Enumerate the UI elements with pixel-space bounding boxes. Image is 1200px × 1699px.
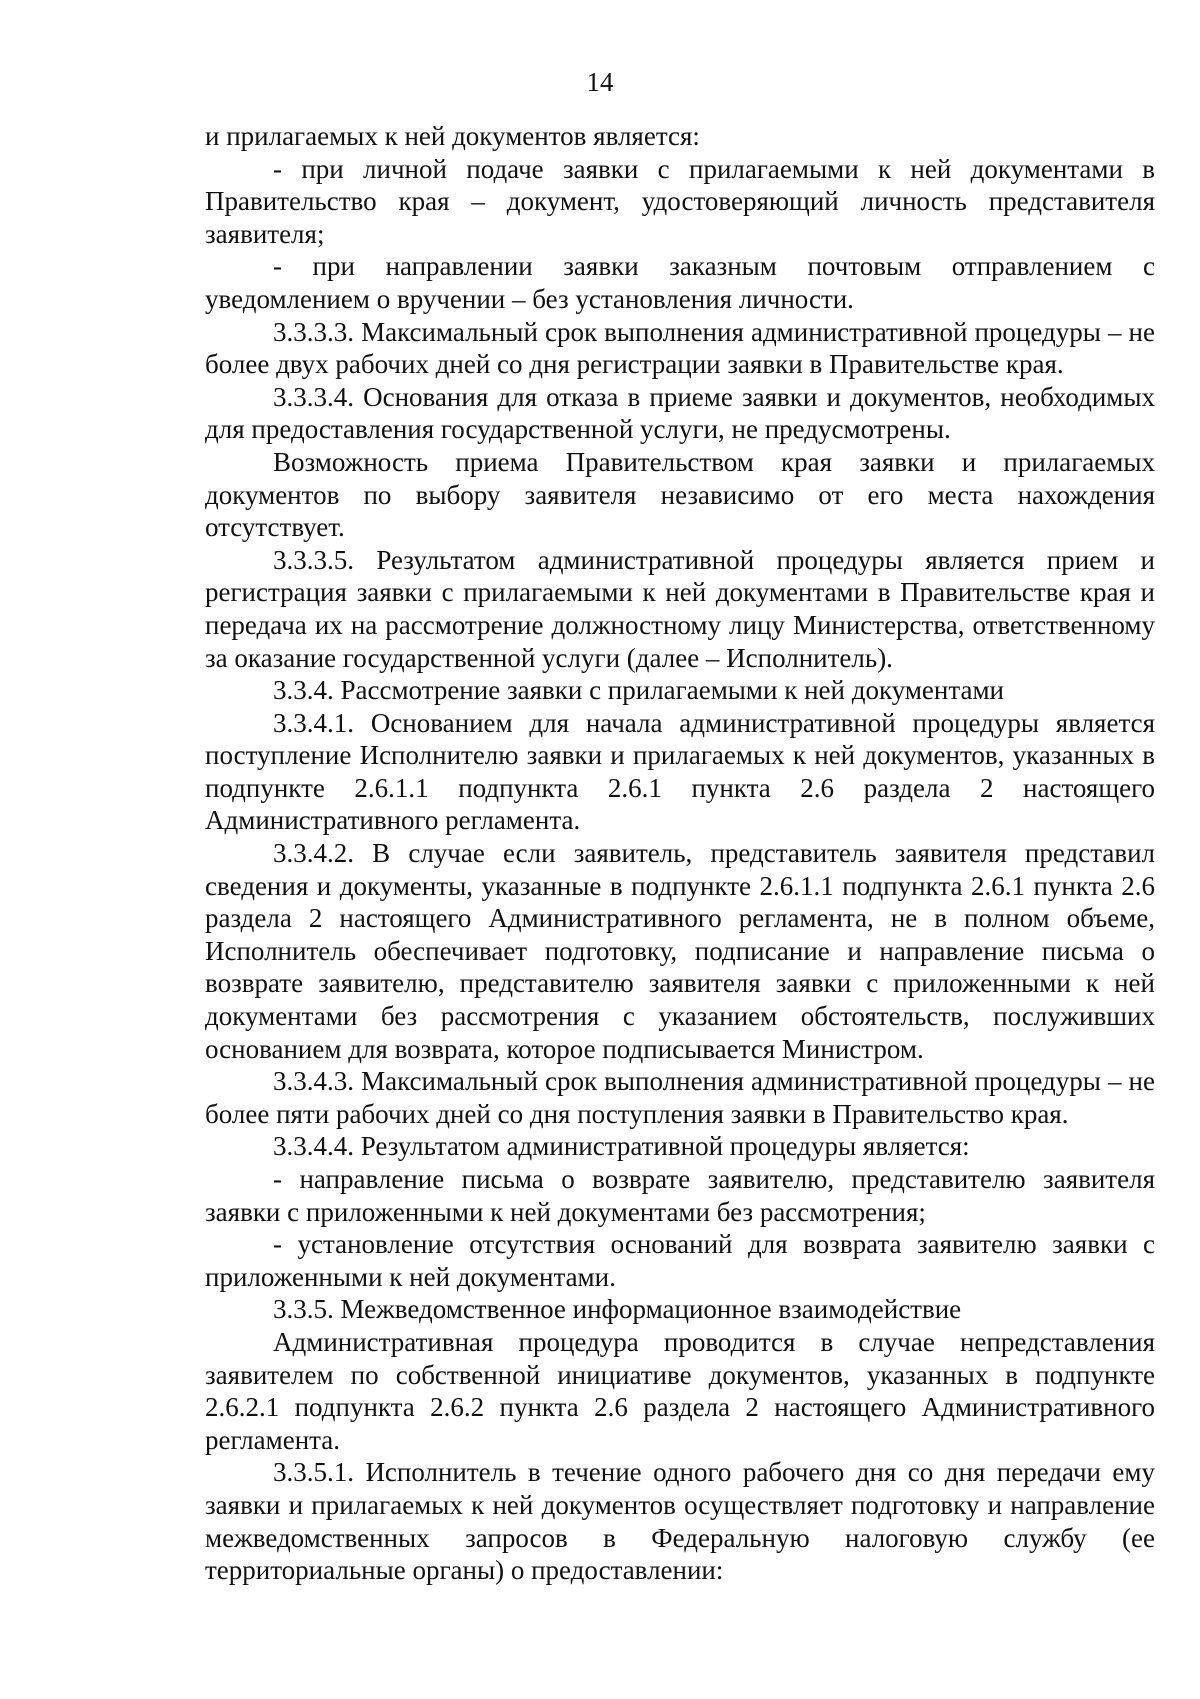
page-number: 14 [586,67,614,97]
paragraph: - при личной подаче заявки с прилагаемыми к ней документами в Правительство края – документ, удостоверяющий личность представителя заявителя; [205,153,1155,249]
paragraph: 3.3.3.3. Максимальный срок выполнения административной процедуры – не более двух рабочих дней со дня регистрации заявки в Правительстве края. [205,316,1155,380]
section-heading: 3.3.4. Рассмотрение заявки с прилагаемыми к ней документами [273,675,1005,706]
paragraph: 3.3.4.4. Результатом административной процедуры является: [273,1131,970,1162]
section-heading: 3.3.5. Межведомственное информационное взаимодействие [273,1294,962,1325]
paragraph: 3.3.4.1. Основанием для начала административной процедуры является поступление Исполнителю заявки и прилагаемых к ней документов, указанных в подпункте 2.6.1.1 подпункта 2.6.1 пункта 2.6 раздела 2 настоящего Административного регламента. [205,707,1155,836]
paragraph: 3.3.3.4. Основания для отказа в приеме заявки и документов, необходимых для предоставления государственной услуги, не предусмотрены. [205,381,1155,445]
paragraph: - направление письма о возврате заявителю, представителю заявителя заявки с приложенными к ней документами без рассмотрения; [205,1164,1155,1227]
paragraph: Административная процедура проводится в случае непредставления заявителем по собственной инициативе документов, указанных в подпункте 2.6.2.1 подпункта 2.6.2 пункта 2.6 раздела 2 настоящего Административного регламента. [205,1326,1155,1455]
paragraph: 3.3.3.5. Результатом административной процедуры является прием и регистрация заявки с прилагаемыми к ней документами в Правительстве края и передача их на рассмотрение должностному лицу Министерства, ответственному за оказание государственной услуги (далее – Исполнитель). [205,544,1155,673]
paragraph: 3.3.4.2. В случае если заявитель, представитель заявителя представил сведения и документы, указанные в подпункте 2.6.1.1 подпункта 2.6.1 пункта 2.6 раздела 2 настоящего Административного регламента, не в полном объеме, Исполнитель обеспечивает подготовку, подписание и направление письма о возврате заявителю, представителю заявителя заявки с приложенными к ней документами без рассмотрения с указанием обстоятельств, послуживших основанием для возврата, которое подписывается Министром. [205,838,1155,1064]
paragraph: - установление отсутствия оснований для возврата заявителю заявки с приложенными к ней документами. [205,1229,1155,1292]
paragraph: и прилагаемых к ней документов является: [205,121,700,151]
document-body [205,120,1155,1587]
paragraph: 3.3.5.1. Исполнитель в течение одного рабочего дня со дня передачи ему заявки и прилагаемых к ней документов осуществляет подготовку и направление межведомственных запросов в Федеральную налоговую службу (ее территориальные органы) о предоставлении: [205,1457,1155,1586]
paragraph: 3.3.4.3. Максимальный срок выполнения административной процедуры – не более пяти рабочих дней со дня поступления заявки в Правительство края. [205,1066,1155,1129]
paragraph: Возможность приема Правительством края заявки и прилагаемых документов по выбору заявителя независимо от его места нахождения отсутствует. [205,446,1155,543]
paragraph: - при направлении заявки заказным почтовым отправлением с уведомлением о вручении – без установления личности. [205,251,1155,314]
